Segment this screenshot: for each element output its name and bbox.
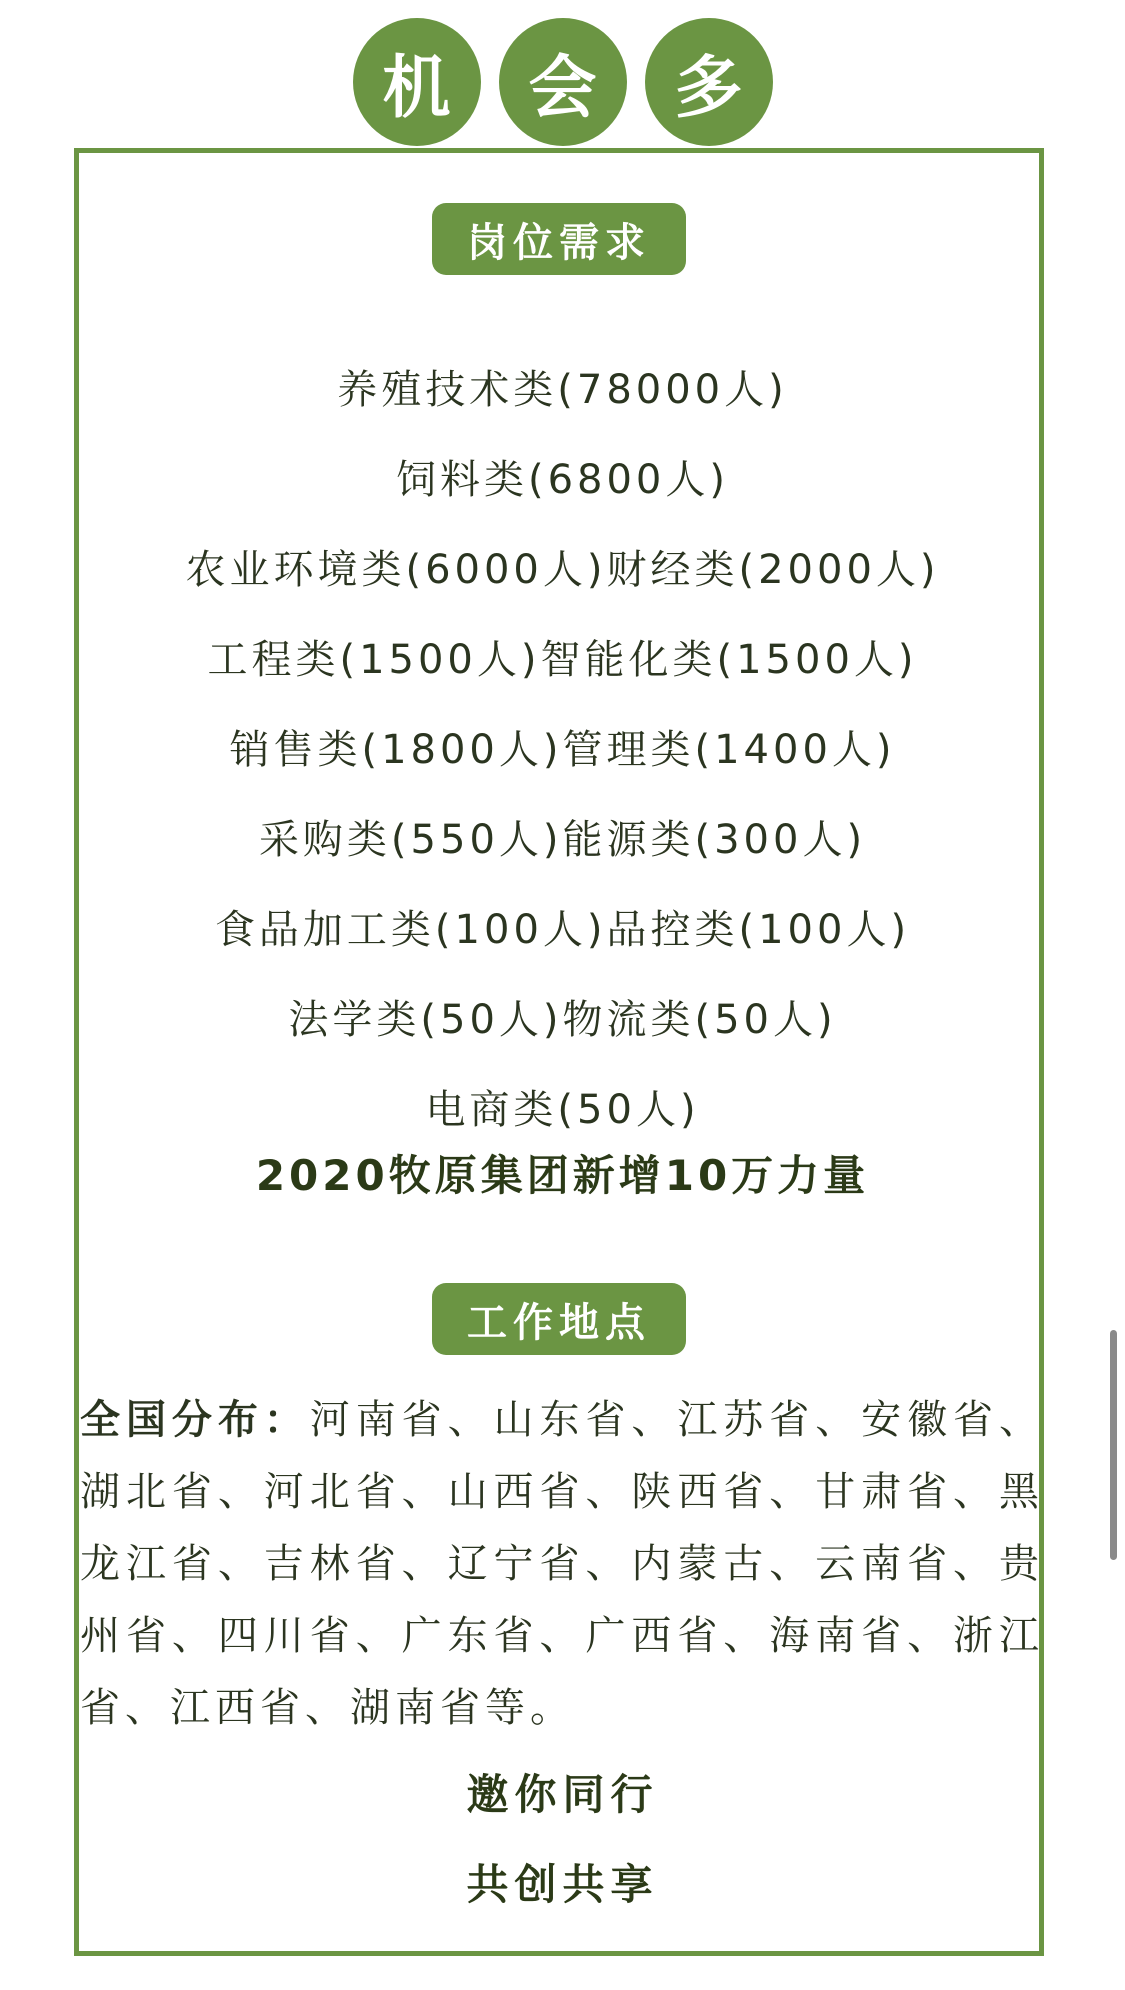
job-line: 电商类(50人) [425,1087,700,1133]
job-demand-list [0,345,1125,1155]
job-line: 采购类(550人)能源类(300人) [258,817,867,863]
closing-line-2: 共创共享 [466,1860,659,1909]
job-line: 工程类(1500人)智能化类(1500人) [207,637,918,683]
locations-lead: 全国分布： [80,1397,310,1443]
job-line: 销售类(1800人)管理类(1400人) [229,727,896,773]
locations-text: 河南省、山东省、江苏省、安徽省、湖北省、河北省、山西省、陕西省、甘肃省、黑龙江省、吉林省、辽宁省、内蒙古、云南省、贵州省、四川省、广东省、广西省、海南省、浙江省、江西省、湖南省等。 [80,1397,1044,1731]
job-line: 农业环境类(6000人)财经类(2000人) [185,547,940,593]
job-line: 养殖技术类(78000人) [337,367,788,413]
closing-line-1: 邀你同行 [466,1770,659,1819]
section-label-positions: 岗位需求 [432,203,686,275]
title-char-2: 会 [499,18,627,146]
scrollbar[interactable] [1110,1330,1117,1560]
job-line: 饲料类(6800人) [395,457,729,503]
title-char-1: 机 [353,18,481,146]
locations-paragraph [80,1384,1044,1744]
headline: 2020牧原集团新增10万力量 [255,1151,870,1200]
title-char-3: 多 [645,18,773,146]
section-label-location: 工作地点 [432,1283,686,1355]
job-line: 法学类(50人)物流类(50人) [288,997,837,1043]
job-line: 食品加工类(100人)品控类(100人) [214,907,911,953]
title-badges [0,18,1125,146]
